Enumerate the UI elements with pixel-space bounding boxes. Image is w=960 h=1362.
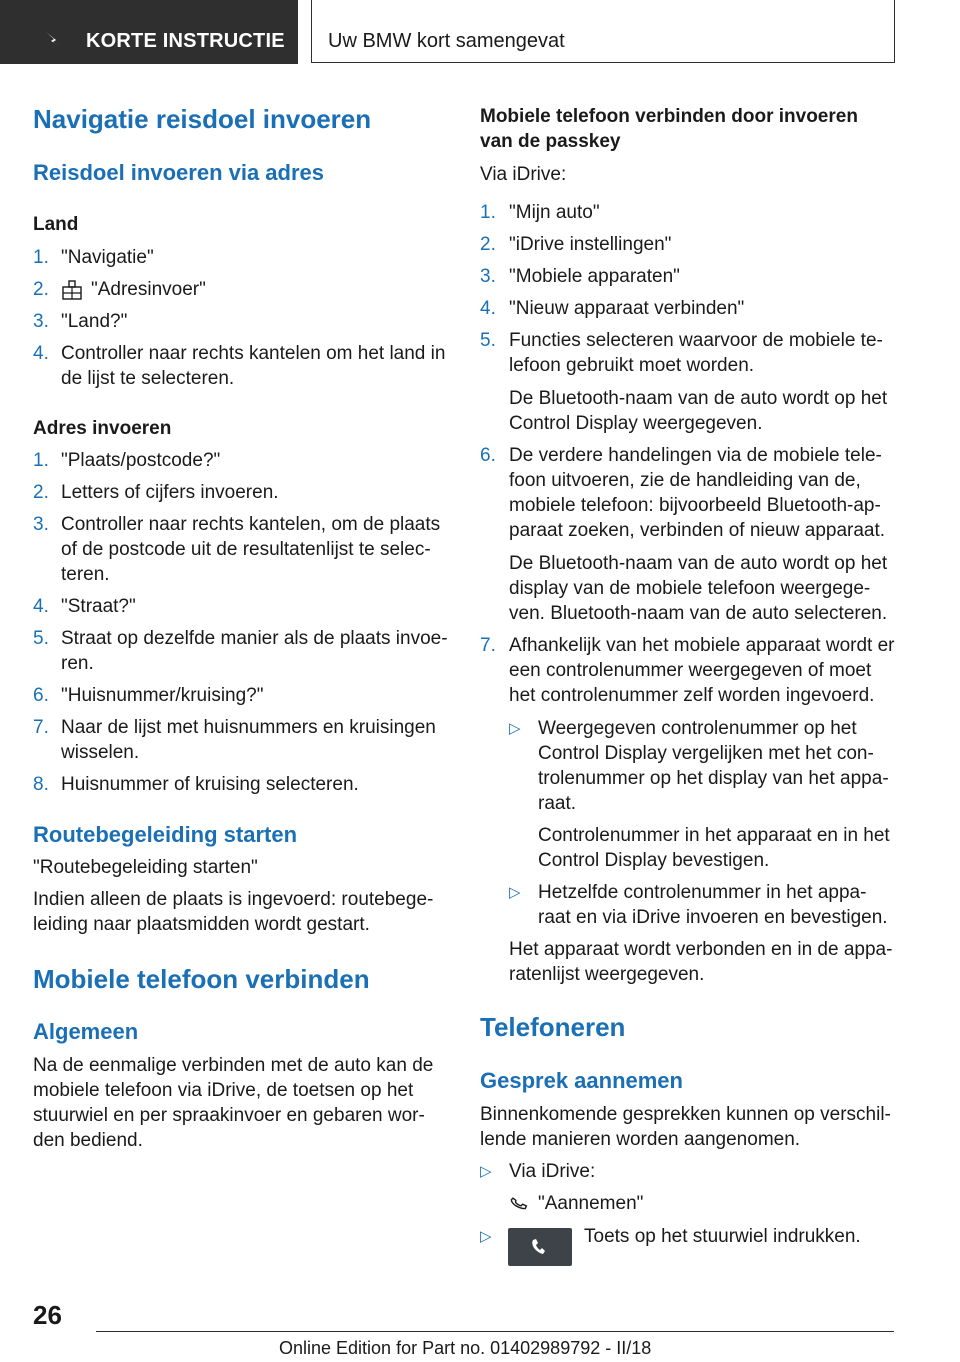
flash-icon <box>44 29 64 49</box>
paragraph-line: Na de eenmalige verbinden met de auto kan de <box>33 1055 434 1076</box>
footer-edition: Online Edition for Part no. 01402989792 - II/18 <box>279 1338 652 1358</box>
step-text: Huisnummer of kruising selecteren. <box>61 774 359 795</box>
step-text: het controlenummer zelf worden ingevoerd. <box>509 685 875 706</box>
step-number: 3. <box>33 311 49 332</box>
paragraph-line: Binnenkomende gesprekken kunnen op verschil- <box>480 1104 891 1125</box>
step-text: ren. <box>61 653 94 674</box>
step-text: ratenlijst weergegeven. <box>509 964 705 985</box>
heading-routebegeleiding: Routebegeleiding starten <box>33 822 298 847</box>
step-text: wisselen. <box>61 742 140 763</box>
bullet-text: Toets op het stuurwiel indrukken. <box>584 1226 861 1247</box>
paragraph-line: stuurwiel en per spraakinvoer en gebaren wor- <box>33 1105 425 1126</box>
step-number: 6. <box>480 445 496 466</box>
bullet-icon: ▷ <box>509 720 521 737</box>
step-text: Naar de lijst met huisnummers en kruisingen <box>61 717 436 738</box>
step-number: 1. <box>480 202 496 223</box>
step-number: 1. <box>33 450 49 471</box>
step-text: "Mijn auto" <box>509 202 600 223</box>
step-text: teren. <box>61 564 110 585</box>
step-text: Controller naar rechts kantelen om het land in <box>61 343 446 364</box>
step-number: 8. <box>33 774 49 795</box>
paragraph-line: lende manieren worden aangenomen. <box>480 1129 801 1150</box>
steering-wheel-phone-button <box>508 1228 572 1266</box>
step-number: 2. <box>480 234 496 255</box>
step-text: Letters of cijfers invoeren. <box>61 482 279 503</box>
step-text: Straat op dezelfde manier als de plaats invoe- <box>61 628 448 649</box>
step-text: Het apparaat wordt verbonden en in de appa- <box>509 939 893 960</box>
step-number: 1. <box>33 247 49 268</box>
paragraph-line: den bediend. <box>33 1130 143 1151</box>
step-text: display van de mobiele telefoon weergege- <box>509 578 871 599</box>
step-text: "Plaats/postcode?" <box>61 450 221 471</box>
step-number: 5. <box>33 628 49 649</box>
step-number: 4. <box>33 343 49 364</box>
bullet-text: "Aannemen" <box>538 1193 644 1214</box>
step-text: de lijst te selecteren. <box>61 368 235 389</box>
chapter-title-text: Uw BMW kort samengevat <box>328 30 565 52</box>
footer-divider <box>96 1331 894 1332</box>
bullet-text: trolenummer op het display van het appa- <box>538 768 889 789</box>
paragraph-line: mobiele telefoon via iDrive, de toetsen op het <box>33 1080 414 1101</box>
heading-passkey: Mobiele telefoon verbinden door invoeren <box>480 106 858 127</box>
bullet-text: Control Display vergelijken met het con- <box>538 743 874 764</box>
step-text: mobiele telefoon: bijvoorbeeld Bluetooth-ap- <box>509 495 881 516</box>
step-text: een controlenummer weergegeven of moet <box>509 660 872 681</box>
bullet-text: Controlenummer in het apparaat en in het <box>538 825 890 846</box>
heading-reisdoel-adres: Reisdoel invoeren via adres <box>33 160 325 185</box>
bullet-icon: ▷ <box>480 1228 492 1245</box>
step-number: 4. <box>480 298 496 319</box>
step-text: Afhankelijk van het mobiele apparaat wordt er <box>509 635 895 656</box>
paragraph-line: "Routebegeleiding starten" <box>33 857 258 878</box>
bullet-text: Control Display bevestigen. <box>538 850 770 871</box>
phone-icon <box>528 1236 552 1258</box>
phone-icon <box>509 1192 531 1214</box>
step-text: "Mobiele apparaten" <box>509 266 680 287</box>
step-number: 7. <box>480 635 496 656</box>
step-text: "Adresinvoer" <box>91 279 206 300</box>
paragraph-line: leiding naar plaatsmidden wordt gestart. <box>33 914 370 935</box>
step-number: 6. <box>33 685 49 706</box>
step-text: lefoon gebruikt moet worden. <box>509 355 755 376</box>
step-text: "Nieuw apparaat verbinden" <box>509 298 745 319</box>
step-text: foon uitvoeren, zie de handleiding van de, <box>509 470 861 491</box>
address-input-icon <box>61 279 83 301</box>
heading-adres-invoeren: Adres invoeren <box>33 418 172 439</box>
step-text: "Land?" <box>61 311 128 332</box>
chapter-title <box>311 0 895 63</box>
step-text: "iDrive instellingen" <box>509 234 672 255</box>
step-text: "Navigatie" <box>61 247 154 268</box>
step-text: De verdere handelingen via de mobiele tele- <box>509 445 882 466</box>
step-text: "Huisnummer/kruising?" <box>61 685 264 706</box>
step-text: Control Display weergegeven. <box>509 413 763 434</box>
step-text: De Bluetooth-naam van de auto wordt op het <box>509 388 888 409</box>
paragraph-line: Indien alleen de plaats is ingevoerd: routebege- <box>33 889 434 910</box>
heading-gesprek-aannemen: Gesprek aannemen <box>480 1068 683 1093</box>
step-number: 7. <box>33 717 49 738</box>
heading-land: Land <box>33 214 79 235</box>
heading-algemeen: Algemeen <box>33 1019 139 1044</box>
page-number: 26 <box>33 1300 62 1330</box>
section-tab[interactable] <box>0 0 298 64</box>
step-text: of de postcode uit de resultatenlijst te selec- <box>61 539 431 560</box>
step-text: Controller naar rechts kantelen, om de plaats <box>61 514 441 535</box>
heading-mobiele-telefoon: Mobiele telefoon verbinden <box>33 964 370 994</box>
step-number: 4. <box>33 596 49 617</box>
heading-navigatie: Navigatie reisdoel invoeren <box>33 104 372 134</box>
step-text: ven. Bluetooth-naam van de auto selecteren. <box>509 603 888 624</box>
step-number: 2. <box>33 482 49 503</box>
step-number: 5. <box>480 330 496 351</box>
step-text: "Straat?" <box>61 596 136 617</box>
bullet-text: Via iDrive: <box>509 1161 596 1182</box>
bullet-icon: ▷ <box>509 884 521 901</box>
step-number: 3. <box>33 514 49 535</box>
bullet-text: raat. <box>538 793 577 814</box>
paragraph-line: Via iDrive: <box>480 164 567 185</box>
bullet-text: raat en via iDrive invoeren en bevestigen. <box>538 907 888 928</box>
step-text: paraat zoeken, verbinden of nieuw apparaat. <box>509 520 886 541</box>
step-text: Functies selecteren waarvoor de mobiele te- <box>509 330 883 351</box>
bullet-text: Hetzelfde controlenummer in het appa- <box>538 882 867 903</box>
heading-passkey-2: van de passkey <box>480 131 621 152</box>
heading-telefoneren: Telefoneren <box>480 1012 626 1042</box>
step-text: De Bluetooth-naam van de auto wordt op het <box>509 553 888 574</box>
bullet-text: Weergegeven controlenummer op het <box>538 718 857 739</box>
step-number: 2. <box>33 279 49 300</box>
step-number: 3. <box>480 266 496 287</box>
section-tab-label: KORTE INSTRUCTIE <box>86 30 285 52</box>
bullet-icon: ▷ <box>480 1163 492 1180</box>
